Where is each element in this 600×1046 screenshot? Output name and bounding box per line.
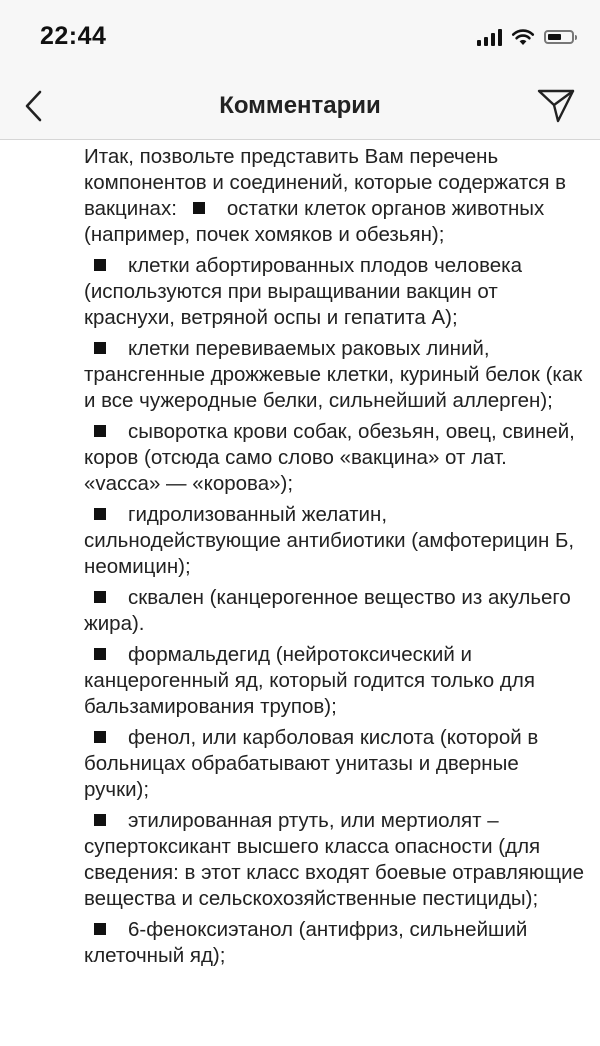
list-item-text: формальдегид (нейротоксический и канцерогенный яд, который годится только для бальзамирования трупов); — [84, 643, 535, 718]
bullet-icon — [94, 342, 106, 354]
comment-body — [84, 144, 588, 974]
status-bar — [0, 0, 600, 74]
list-item — [84, 585, 588, 637]
list-item — [84, 336, 588, 414]
comment-intro — [84, 144, 588, 248]
status-icons — [477, 24, 574, 50]
paper-plane-icon — [537, 88, 575, 124]
intro-item-text: остатки клеток органов животных (например, почек хомяков и обезьян); — [84, 197, 545, 246]
list-item-text: клетки абортированных плодов человека (используются при выращивании вакцин от краснухи, ветряной оспы и гепатита А); — [84, 254, 522, 329]
nav-bar — [0, 74, 600, 140]
page-title: Комментарии — [219, 92, 381, 119]
list-item-text: этилированная ртуть, или мертиолят – супертоксикант высшего класса опасности (для сведения: в этот класс входят боевые отравляющие вещества и сельскохозяйственные пестициды); — [84, 809, 585, 910]
bullet-icon — [94, 591, 106, 603]
bullet-icon — [94, 508, 106, 520]
list-item — [84, 725, 588, 803]
intro-text: Итак, позвольте представить Вам перечень компонентов и соединений, которые содержатся в вакцинах: — [84, 145, 567, 220]
bullet-icon — [94, 425, 106, 437]
list-item-text: сыворотка крови собак, обезьян, овец, свиней, коров (отсюда само слово «вакцина» от лат. «vacca» — «корова»); — [84, 420, 575, 495]
list-item-text: сквален (канцерогенное вещество из акульего жира). — [84, 586, 571, 635]
list-item — [84, 917, 588, 969]
bullet-icon — [94, 731, 106, 743]
bullet-icon — [94, 648, 106, 660]
list-item-text: фенол, или карболовая кислота (которой в больницах обрабатывают унитазы и дверные ручки); — [84, 726, 539, 801]
battery-icon — [544, 30, 574, 44]
signal-icon — [477, 28, 502, 46]
list-item — [84, 419, 588, 497]
wifi-icon — [511, 28, 535, 46]
list-item — [84, 253, 588, 331]
list-item-text: гидролизованный желатин, сильнодействующие антибиотики (амфотерицин Б, неомицин); — [84, 503, 575, 578]
list-item-text: клетки перевиваемых раковых линий, трансгенные дрожжевые клетки, куриный белок (как и все чужеродные белки, сильнейший аллерген); — [84, 337, 583, 412]
bullet-icon — [94, 923, 106, 935]
list-item — [84, 642, 588, 720]
send-button[interactable] — [534, 84, 578, 128]
list-item-text: 6-феноксиэтанол (антифриз, сильнейший клеточный яд); — [84, 918, 528, 967]
status-time: 22:44 — [40, 22, 107, 50]
bullet-icon — [94, 259, 106, 271]
list-item — [84, 502, 588, 580]
bullet-icon — [193, 202, 205, 214]
list-item — [84, 808, 588, 912]
bullet-icon — [94, 814, 106, 826]
